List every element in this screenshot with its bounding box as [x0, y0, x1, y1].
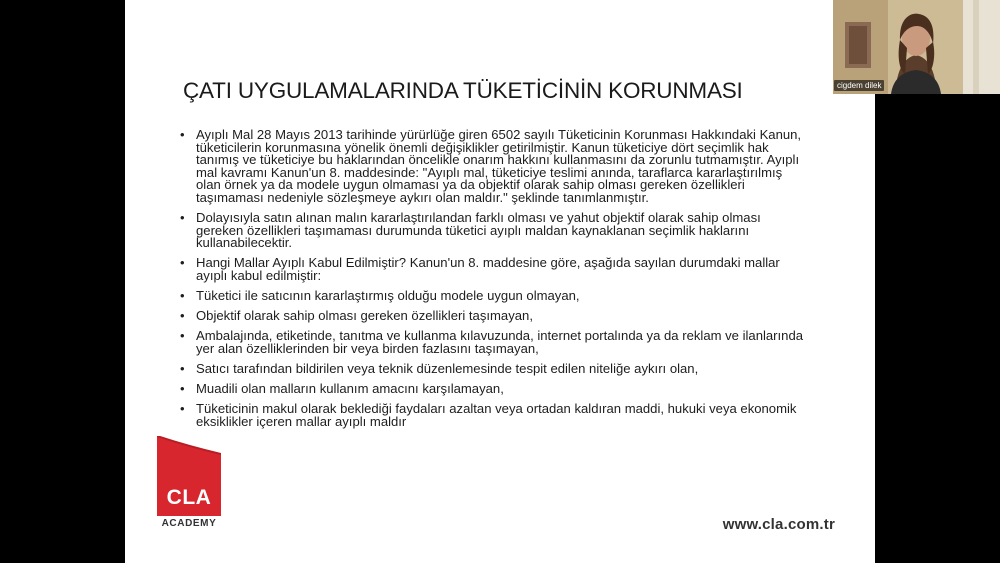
- webcam-video-tile[interactable]: [833, 0, 1000, 94]
- bullet-icon: •: [180, 210, 185, 226]
- bullet-text: Dolayısıyla satın alınan malın kararlaştırılandan farklı olması ve yahut objektif olarak sahip olması gereken özellikleri taşımaması durumunda tüketici ayıplı maldan kaynaklanan seçimlik haklarını kullanabilecektir.: [196, 210, 761, 251]
- cla-academy-logo: [157, 436, 221, 532]
- bullet-text: Hangi Mallar Ayıplı Kabul Edilmiştir? Kanun'un 8. maddesine göre, aşağıda sayılan durumdaki mallar ayıplı kabul edilmiştir:: [196, 255, 780, 283]
- bullet-icon: •: [180, 381, 185, 396]
- slide-title: ÇATI UYGULAMALARINDA TÜKETİCİNİN KORUNMASI: [183, 78, 743, 103]
- list-item: [180, 383, 810, 396]
- bullet-icon: •: [180, 255, 185, 271]
- list-item: [180, 330, 810, 355]
- bullet-text: Ambalajında, etiketinde, tanıtma ve kullanma kılavuzunda, internet portalında ya da reklam ve ilanlarında yer alan özelliklerinden bir veya birden fazlasını taşımayan,: [196, 328, 804, 356]
- logo-subtext: ACADEMY: [161, 518, 217, 529]
- bullet-text: Muadili olan malların kullanım amacını karşılamayan,: [196, 381, 504, 396]
- logo-text: CLA: [166, 486, 212, 509]
- bullet-icon: •: [180, 308, 185, 324]
- list-item: [180, 129, 810, 205]
- bullet-text: Tüketici ile satıcının kararlaştırmış olduğu modele uygun olmayan,: [196, 288, 580, 304]
- bullet-text: Ayıplı Mal 28 Mayıs 2013 tarihinde yürürlüğe giren 6502 sayılı Tüketicinin Korunması Hakkındaki Kanun, tüketicilerin korunmasına yönelik önemli değişiklikler getirilmiştir. Kanun tüketiciye dört seçimlik hak tanımış ve tüketiciye bu haklarından öncelikle onarım hakkını kullanmasını da zorunlu tutmamıştır. Ayıplı mal kavramı Kanun'un 8. maddesinde: "Ayıplı mal, tüketiciye teslimi anında, taraflarca kararlaştırılmış olan örnek ya da modele uygun olmaması ya da objektif olarak sahip olması gereken özellikleri taşımaması nedeniyle sözleşmeye aykırı olan maldır." şeklinde tanımlanmıştır.: [196, 127, 802, 205]
- participant-name-label: cigdem dilek: [834, 80, 884, 91]
- bullet-text: Tüketicinin makul olarak beklediği faydaları azaltan veya ortadan kaldıran maddi, hukuki veya ekonomik eksiklikler içeren mallar ayıplı maldır: [196, 401, 797, 429]
- list-item: [180, 310, 810, 323]
- list-item: [180, 403, 810, 428]
- bullet-icon: •: [180, 127, 185, 142]
- bullet-text: Objektif olarak sahip olması gereken özellikleri taşımayan,: [196, 308, 533, 324]
- bullet-list: [180, 129, 810, 436]
- bullet-icon: •: [180, 401, 185, 417]
- list-item: [180, 212, 810, 250]
- list-item: [180, 257, 810, 282]
- list-item: [180, 360, 810, 376]
- bullet-icon: •: [180, 360, 185, 376]
- bullet-text: Satıcı tarafından bildirilen veya teknik düzenlemesinde tespit edilen niteliğe aykırı olan,: [196, 360, 699, 376]
- bullet-icon: •: [180, 288, 185, 304]
- website-url: www.cla.com.tr: [722, 516, 835, 533]
- presentation-slide: [125, 0, 875, 563]
- list-item: [180, 290, 810, 303]
- bullet-icon: •: [180, 328, 185, 344]
